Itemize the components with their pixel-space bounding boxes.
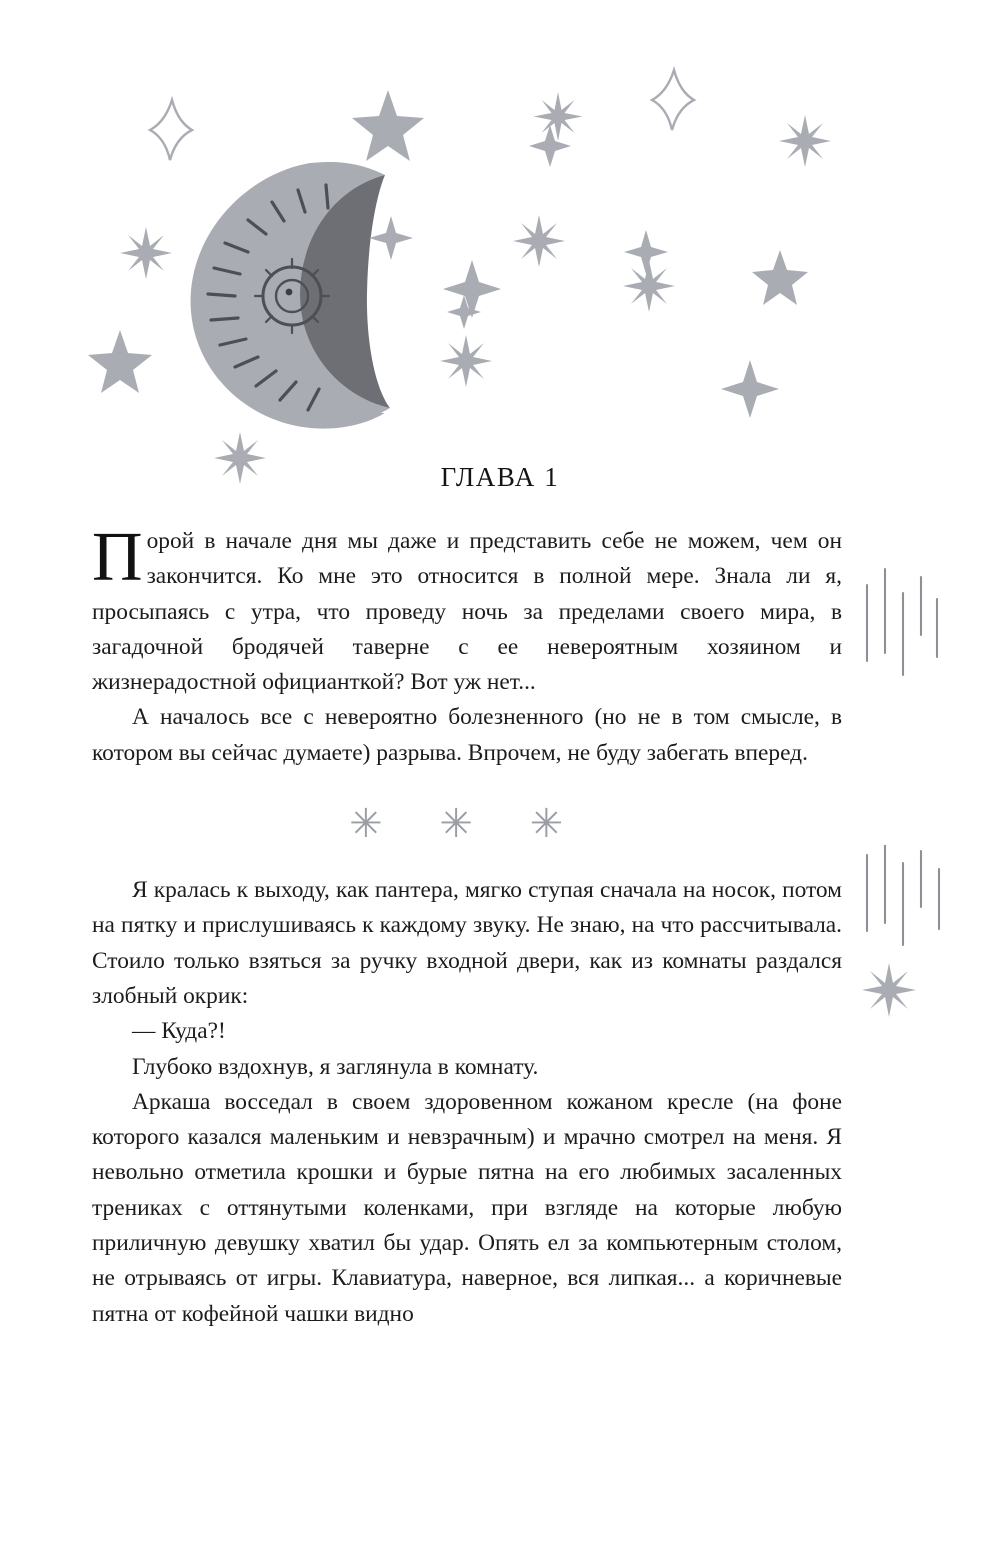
body-text [92,519,842,1332]
paragraph-2: А началось все с невероятно болезненного (но не в том смысле, в котором вы сейчас думаете) разрыва. Впрочем, не буду забегать вперед. [92,704,842,766]
scene-divider: ✳ ✳ ✳ [349,801,585,848]
paragraph-6: Аркаша восседал в своем здоровенном кожаном кресле (на фоне которого казался маленьким и невзрачным) и мрачно смотрел на меня. Я невольно отметила крошки и бурые пятна на его любимых засаленных трениках с оттянутыми коленками, при взгляде на которые любую приличную девушку хватил бы удар. Опять ел за компьютерным столом, не отрываясь от игры. Клавиатура, наверное, вся липкая... а коричневые пятна от кофейной чашки видно [92,1088,842,1327]
margin-decoration-bottom [855,845,975,1035]
header-illustration [80,30,870,490]
paragraph-1-text: орой в начале дня мы даже и представить себе не можем, чем он закончится. Ко мне это относится в полной мере. Знала ли я, просыпаясь с утра, что проведу ночь за пределами своего мира, в загадочной бродячей таверне с ее невероятным хозяином и жизнерадостной официанткой? Вот уж нет... [92,528,842,696]
paragraph-5: Глубоко вздохнув, я заглянула в комнату. [132,1053,539,1080]
chapter-heading: ГЛАВА 1 [440,462,560,492]
margin-decoration-top [855,565,965,705]
paragraph-3: Я кралась к выходу, как пантера, мягко ступая сначала на носок, потом на пятку и прислушиваясь к каждому звуку. Не знаю, на что рассчитывала. Стоило только взяться за ручку входной двери, как из комнаты раздался злобный окрик: [92,877,842,1009]
drop-cap: П [92,519,143,596]
crescent-moon-icon [191,162,390,429]
paragraph-4: — Куда?! [132,1018,226,1045]
paragraph-1 [92,519,842,700]
